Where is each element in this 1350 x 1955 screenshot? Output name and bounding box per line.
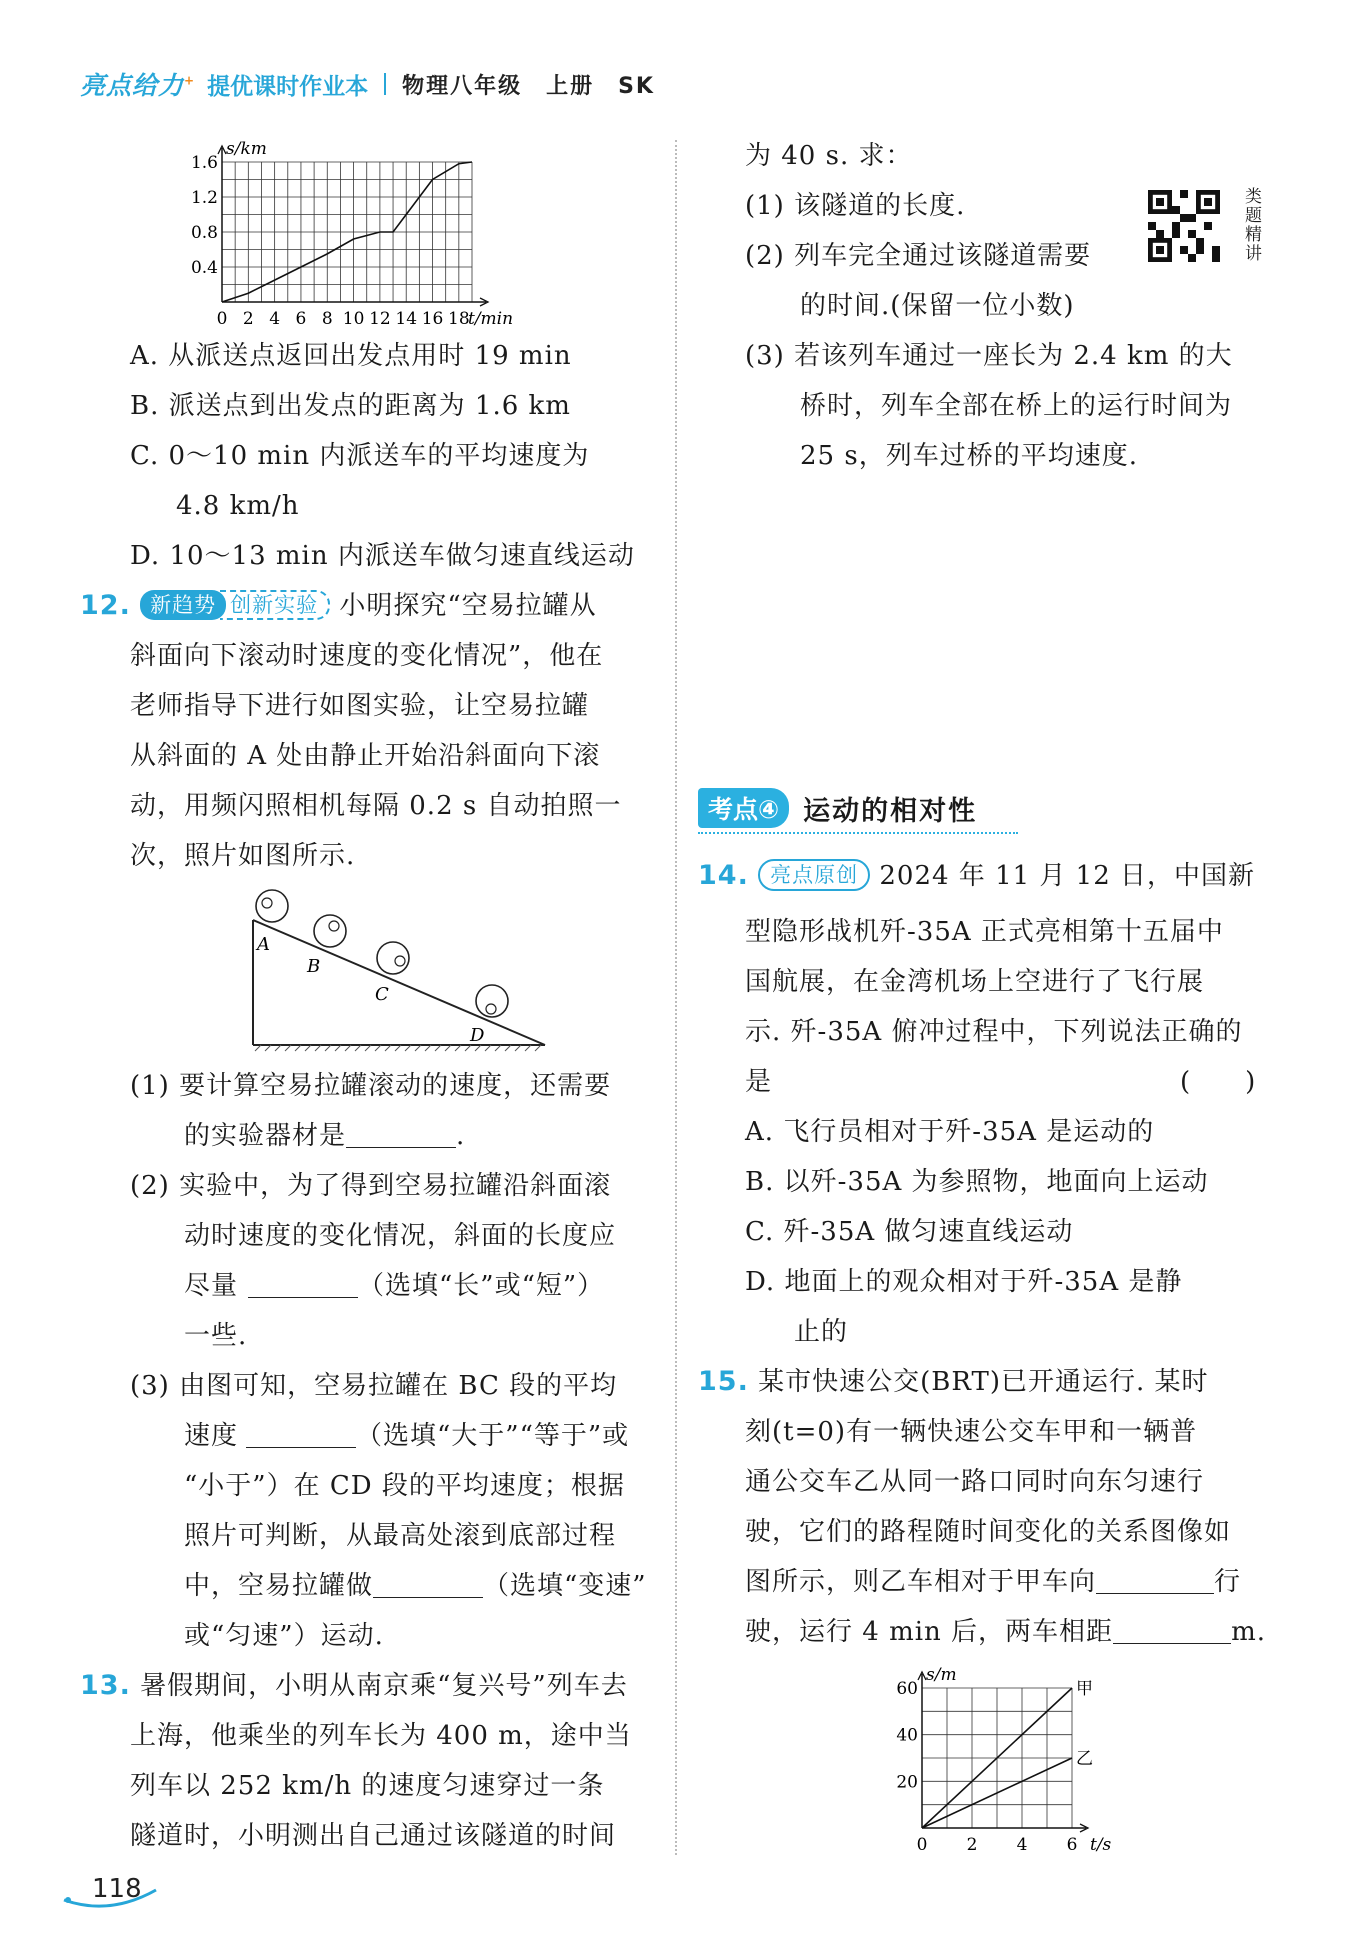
q12-number: 12. bbox=[80, 590, 131, 621]
q12-part2-a: (2) 实验中，为了得到空易拉罐沿斜面滚 bbox=[130, 1171, 612, 1201]
page-number: 118 bbox=[92, 1874, 142, 1904]
q15-text-line-2: 刻(t=0)有一辆快速公交车甲和一辆普 bbox=[745, 1417, 1198, 1447]
x-tick-label: 12 bbox=[369, 309, 391, 329]
q15-text-line-6: 驶，运行 4 min 后，两车相距 m. bbox=[745, 1617, 1266, 1647]
q13-part2-a: (2) 列车完全通过该隧道需要 bbox=[745, 241, 1092, 271]
q13-first-line bbox=[80, 1666, 628, 1706]
x-tick-label: 16 bbox=[421, 309, 444, 329]
brand-plus: + bbox=[184, 73, 196, 88]
y-tick-label: 20 bbox=[896, 1772, 918, 1793]
header-divider bbox=[384, 73, 386, 95]
trend-badge: 新趋势 bbox=[140, 590, 226, 620]
brand-logo: 亮点给力+ bbox=[80, 71, 196, 100]
q12-text-line-0: 小明探究“空易拉罐从 bbox=[339, 591, 597, 621]
q15-text-line-1: 某市快速公交(BRT)已开通运行. 某时 bbox=[758, 1367, 1209, 1397]
x-tick-label: 8 bbox=[321, 309, 333, 329]
x-axis-label: t/s bbox=[1090, 1835, 1112, 1855]
q12-part1-b: 的实验器材是 . bbox=[184, 1121, 466, 1151]
q12-part3-d: 照片可判断，从最高处滚到底部过程 bbox=[184, 1521, 617, 1551]
blank-5[interactable] bbox=[1096, 1565, 1214, 1594]
q15-first-line bbox=[698, 1362, 1209, 1402]
blank-6[interactable] bbox=[1113, 1615, 1231, 1644]
x-tick-label: 10 bbox=[342, 309, 365, 329]
q14-text-line-4: 是 bbox=[745, 1067, 773, 1097]
q14-text-line-3: 示. 歼-35A 俯冲过程中，下列说法正确的 bbox=[745, 1017, 1243, 1047]
qr-code-icon[interactable] bbox=[1148, 190, 1220, 262]
q13-text-line-1: 上海，他乘坐的列车长为 400 m，途中当 bbox=[130, 1721, 632, 1751]
section-title: 运动的相对性 bbox=[803, 795, 978, 827]
x-tick-label: 4 bbox=[269, 309, 281, 329]
original-badge: 亮点原创 bbox=[758, 859, 870, 891]
q11-option-d: D. 10～13 min 内派送车做匀速直线运动 bbox=[130, 541, 635, 571]
q15-text-line-4: 驶，它们的路程随时间变化的关系图像如 bbox=[745, 1517, 1232, 1547]
section-tag: 考点④ bbox=[698, 788, 789, 828]
q12-part2-c: 尽量 （选填“长”或“短”） bbox=[184, 1271, 605, 1301]
series-label: 甲 bbox=[1076, 1679, 1093, 1699]
y-tick-label: 1.2 bbox=[190, 187, 218, 208]
y-axis-label: s/m bbox=[926, 1665, 957, 1685]
x-tick-label: 18 bbox=[448, 309, 470, 329]
q12-text-line-4: 动，用频闪照相机每隔 0.2 s 自动拍照一 bbox=[130, 791, 622, 821]
point-label-c: C bbox=[375, 984, 389, 1005]
q11-option-a: A. 从派送点返回出发点用时 19 min bbox=[130, 341, 572, 371]
y-tick-label: 0.8 bbox=[190, 222, 218, 243]
section-underline bbox=[698, 832, 1018, 834]
q12-first-line bbox=[80, 586, 597, 626]
qr-label: 类题精讲 bbox=[1245, 187, 1262, 264]
section-heading bbox=[698, 788, 977, 828]
q13-text-line-0: 暑假期间，小明从南京乘“复兴号”列车去 bbox=[140, 1671, 628, 1701]
q14-option-a: A. 飞行员相对于歼-35A 是运动的 bbox=[745, 1117, 1155, 1147]
x-tick-label: 0 bbox=[216, 309, 228, 329]
q12-part3-e: 中，空易拉罐做 （选填“变速” bbox=[184, 1571, 647, 1601]
column-divider bbox=[675, 140, 677, 1855]
q12-part3-a: (3) 由图可知，空易拉罐在 BC 段的平均 bbox=[130, 1371, 618, 1401]
q12-part2-d: 一些. bbox=[184, 1321, 248, 1351]
blank-1[interactable] bbox=[346, 1119, 456, 1148]
can-at-b bbox=[314, 915, 346, 947]
subject-label: 物理八年级 上册 SK bbox=[402, 73, 655, 99]
q12-part1-a: (1) 要计算空易拉罐滚动的速度，还需要 bbox=[130, 1071, 612, 1101]
q13-number: 13. bbox=[80, 1670, 131, 1701]
y-tick-label: 1.6 bbox=[190, 152, 218, 173]
q14-number: 14. bbox=[698, 860, 749, 891]
x-tick-label: 0 bbox=[916, 1835, 928, 1855]
q13-part3-c: 25 s，列车过桥的平均速度. bbox=[800, 441, 1138, 471]
x-axis-label: t/min bbox=[468, 309, 514, 329]
can-at-d bbox=[476, 985, 508, 1017]
x-tick-label: 4 bbox=[1016, 1835, 1028, 1855]
q14-text-line-1: 型隐形战机歼-35A 正式亮相第十五届中 bbox=[745, 917, 1224, 947]
q15-text-line-3: 通公交车乙从同一路口同时向东匀速行 bbox=[745, 1467, 1205, 1497]
q14-option-b: B. 以歼-35A 为参照物，地面向上运动 bbox=[745, 1167, 1209, 1197]
q12-part3-f: 或“匀速”）运动. bbox=[184, 1621, 384, 1651]
q11-option-c-cont: 4.8 km/h bbox=[176, 491, 300, 521]
x-tick-label: 6 bbox=[295, 309, 307, 329]
answer-bracket[interactable]: ( ) bbox=[1180, 1067, 1257, 1097]
q14-option-d: D. 地面上的观众相对于歼-35A 是静 bbox=[745, 1267, 1183, 1297]
blank-4[interactable] bbox=[373, 1569, 483, 1598]
blank-2[interactable] bbox=[248, 1269, 358, 1298]
x-tick-label: 2 bbox=[242, 309, 254, 329]
series-title: 提优课时作业本 bbox=[207, 73, 369, 100]
q13-part2-b: 的时间.(保留一位小数) bbox=[800, 291, 1075, 321]
blank-3[interactable] bbox=[246, 1419, 356, 1448]
can-at-a bbox=[256, 890, 288, 922]
bus-distance-time-chart bbox=[880, 1660, 1130, 1855]
point-label-d: D bbox=[470, 1025, 485, 1046]
q12-text-line-5: 次，照片如图所示. bbox=[130, 841, 356, 871]
incline-slope bbox=[253, 920, 545, 1045]
q12-part3-b: 速度 （选填“大于”“等于”或 bbox=[184, 1421, 630, 1451]
y-axis-label: s/km bbox=[226, 140, 267, 159]
q12-text-line-3: 从斜面的 A 处由静止开始沿斜面向下滚 bbox=[130, 741, 601, 771]
q13-text-line-3: 隧道时，小明测出自己通过该隧道的时间 bbox=[130, 1821, 617, 1851]
q12-part2-b: 动时速度的变化情况，斜面的长度应 bbox=[184, 1221, 617, 1251]
q12-part3-c: “小于”）在 CD 段的平均速度；根据 bbox=[184, 1471, 625, 1501]
x-tick-label: 14 bbox=[395, 309, 418, 329]
y-tick-label: 0.4 bbox=[190, 257, 218, 278]
y-tick-label: 40 bbox=[896, 1725, 918, 1746]
q13-part3-b: 桥时，列车全部在桥上的运行时间为 bbox=[800, 391, 1233, 421]
point-label-a: A bbox=[257, 934, 270, 955]
incline-diagram bbox=[235, 885, 555, 1055]
q11-option-c: C. 0～10 min 内派送车的平均速度为 bbox=[130, 441, 590, 471]
q14-first-line bbox=[698, 856, 1255, 896]
page-header bbox=[80, 64, 655, 104]
can-at-c bbox=[377, 942, 409, 974]
q13-text-line-2: 列车以 252 km/h 的速度匀速穿过一条 bbox=[130, 1771, 605, 1801]
q14-text-line-0: 2024 年 11 月 12 日，中国新 bbox=[879, 861, 1256, 891]
x-tick-label: 6 bbox=[1066, 1835, 1078, 1855]
x-tick-label: 2 bbox=[966, 1835, 978, 1855]
q15-text-line-5: 图所示，则乙车相对于甲车向 行 bbox=[745, 1567, 1242, 1597]
q14-text-line-2: 国航展，在金湾机场上空进行了飞行展 bbox=[745, 967, 1205, 997]
distance-time-chart bbox=[180, 140, 600, 340]
q14-option-c: C. 歼-35A 做匀速直线运动 bbox=[745, 1217, 1074, 1247]
y-tick-label: 60 bbox=[896, 1678, 918, 1699]
q12-text-line-2: 老师指导下进行如图实验，让空易拉罐 bbox=[130, 691, 590, 721]
point-label-b: B bbox=[307, 956, 321, 977]
q12-text-line-1: 斜面向下滚动时速度的变化情况”，他在 bbox=[130, 641, 604, 671]
series-label: 乙 bbox=[1076, 1749, 1093, 1769]
q13-part1: (1) 该隧道的长度. bbox=[745, 191, 966, 221]
q11-option-b: B. 派送点到出发点的距离为 1.6 km bbox=[130, 391, 571, 421]
experiment-badge: 创新实验 bbox=[220, 590, 330, 620]
q14-option-d-cont: 止的 bbox=[794, 1317, 849, 1347]
q15-number: 15. bbox=[698, 1366, 749, 1397]
q13-cont-1: 为 40 s. 求： bbox=[745, 141, 913, 171]
q13-part3-a: (3) 若该列车通过一座长为 2.4 km 的大 bbox=[745, 341, 1233, 371]
